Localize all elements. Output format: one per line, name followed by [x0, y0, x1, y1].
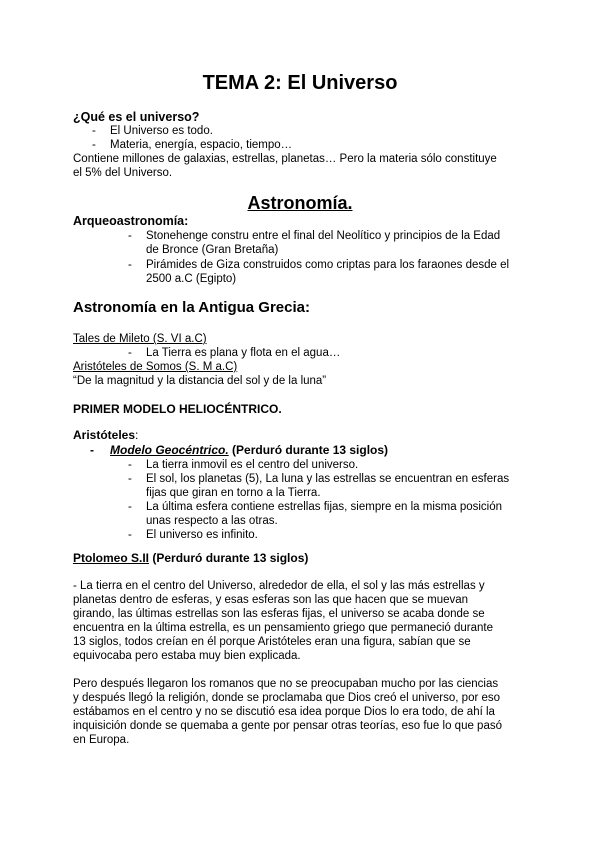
- model-row: [110, 443, 388, 457]
- arqueoastronomy-heading: Arqueoastronomía:: [73, 214, 189, 228]
- geocentric-model: Modelo Geocéntrico.: [110, 443, 229, 457]
- ptolomeo-paragraph1-line: - La tierra en el centro del Universo, alrededor de ella, el sol y las más estrellas y: [73, 580, 485, 592]
- aristoteles-de-somos: Aristóteles de Somos (S. M a.C): [73, 361, 238, 373]
- aristoteles-item-line: El universo es infinito.: [146, 529, 258, 541]
- ptolomeo-paragraph2-line: en Europa.: [73, 734, 130, 746]
- ptolomeo-paragraph1-line: girando, las últimas estrellas son las esferas fijas, el universo se acaba donde se: [73, 608, 485, 620]
- aristoteles-dash: -: [128, 473, 132, 485]
- intro-question: ¿Qué es el universo?: [73, 110, 200, 124]
- aristoteles-item-line: unas respecto a las otras.: [146, 515, 278, 527]
- tales-item: La Tierra es plana y flota en el agua…: [146, 347, 341, 359]
- intro-item: El Universo es todo.: [110, 125, 213, 137]
- astronomy-heading: Astronomía.: [247, 193, 353, 213]
- intro-paragraph-line: el 5% del Universo.: [73, 167, 173, 179]
- aristoteles-label-row: [73, 428, 138, 442]
- greece-quote: “De la magnitud y la distancia del sol y de la luna”: [73, 375, 327, 387]
- intro-dash: -: [92, 139, 96, 151]
- aristoteles-item-line: fijas que giran en torno a la Tierra.: [146, 487, 321, 499]
- arqueo-dash: -: [128, 259, 132, 271]
- intro-item: Materia, energía, espacio, tiempo…: [110, 139, 293, 151]
- ptolomeo-paragraph2-line: y después llegó la religión, donde se proclamaba que Dios creó el universo, por eso: [73, 692, 501, 704]
- model-note: (Perduró durante 13 siglos): [228, 443, 389, 457]
- ptolomeo-name: Ptolomeo S.II: [73, 551, 150, 565]
- greece-heading: Astronomía en la Antigua Grecia:: [73, 299, 310, 316]
- aristoteles-dash: -: [128, 501, 132, 513]
- aristoteles-label: Aristóteles: [73, 428, 136, 442]
- aristoteles-item-line: La última esfera contiene estrellas fijas, siempre en la misma posición: [146, 501, 503, 513]
- document-title: TEMA 2: El Universo: [202, 72, 398, 94]
- arqueo-item-line: 2500 a.C (Egipto): [146, 273, 237, 285]
- ptolomeo-note: (Perduró durante 13 siglos): [149, 551, 309, 565]
- heliocentric-heading: PRIMER MODELO HELIOCÉNTRICO.: [73, 402, 282, 416]
- intro-paragraph-line: Contiene millones de galaxias, estrellas, planetas… Pero la materia sólo constituye: [73, 153, 497, 165]
- aristoteles-dash: -: [128, 529, 132, 541]
- ptolomeo-paragraph2-line: Pero después llegaron los romanos que no se preocupaban mucho por las ciencias: [73, 678, 499, 690]
- arqueo-dash: -: [128, 230, 132, 242]
- ptolomeo-paragraph1-line: 13 siglos, todos creían en él porque Aristóteles eran una figura, sabían que se: [73, 636, 471, 648]
- intro-dash: -: [92, 125, 96, 137]
- ptolomeo-paragraph1-line: encuentra en la última estrella, es un pensamiento griego que permaneció durante: [73, 622, 494, 634]
- ptolomeo-paragraph2-line: inquisición donde se quemaba a gente por pensar otras teorías, eso fue lo que pasó: [73, 720, 502, 732]
- tales-de-mileto: Tales de Mileto (S. VI a.C): [73, 333, 207, 345]
- arqueo-item-line: Pirámides de Giza construidos como criptas para los faraones desde el: [146, 259, 510, 271]
- ptolomeo-paragraph2-line: estábamos en el centro y no se discutió esa idea porque Dios lo era todo, de ahí la: [73, 706, 495, 718]
- aristoteles-item-line: La tierra inmovil es el centro del universo.: [146, 459, 359, 471]
- aristoteles-item-line: El sol, los planetas (5), La luna y las estrellas se encuentran en esferas: [146, 473, 510, 485]
- aristoteles-dash: -: [128, 459, 132, 471]
- arqueo-item-line: de Bronce (Gran Bretaña): [146, 244, 279, 256]
- tales-dash: -: [128, 347, 132, 359]
- ptolomeo-heading-row: [73, 551, 308, 565]
- ptolomeo-paragraph1-line: planetas dentro de esferas, y esas esferas son las que hacen que se muevan: [73, 594, 469, 606]
- ptolomeo-paragraph1-line: equivocaba pero estaba muy bien explicada.: [73, 650, 301, 662]
- model-dash: -: [90, 443, 94, 457]
- aristoteles-colon: :: [135, 428, 139, 442]
- arqueo-item-line: Stonehenge constru entre el final del Neolítico y principios de la Edad: [146, 230, 501, 242]
